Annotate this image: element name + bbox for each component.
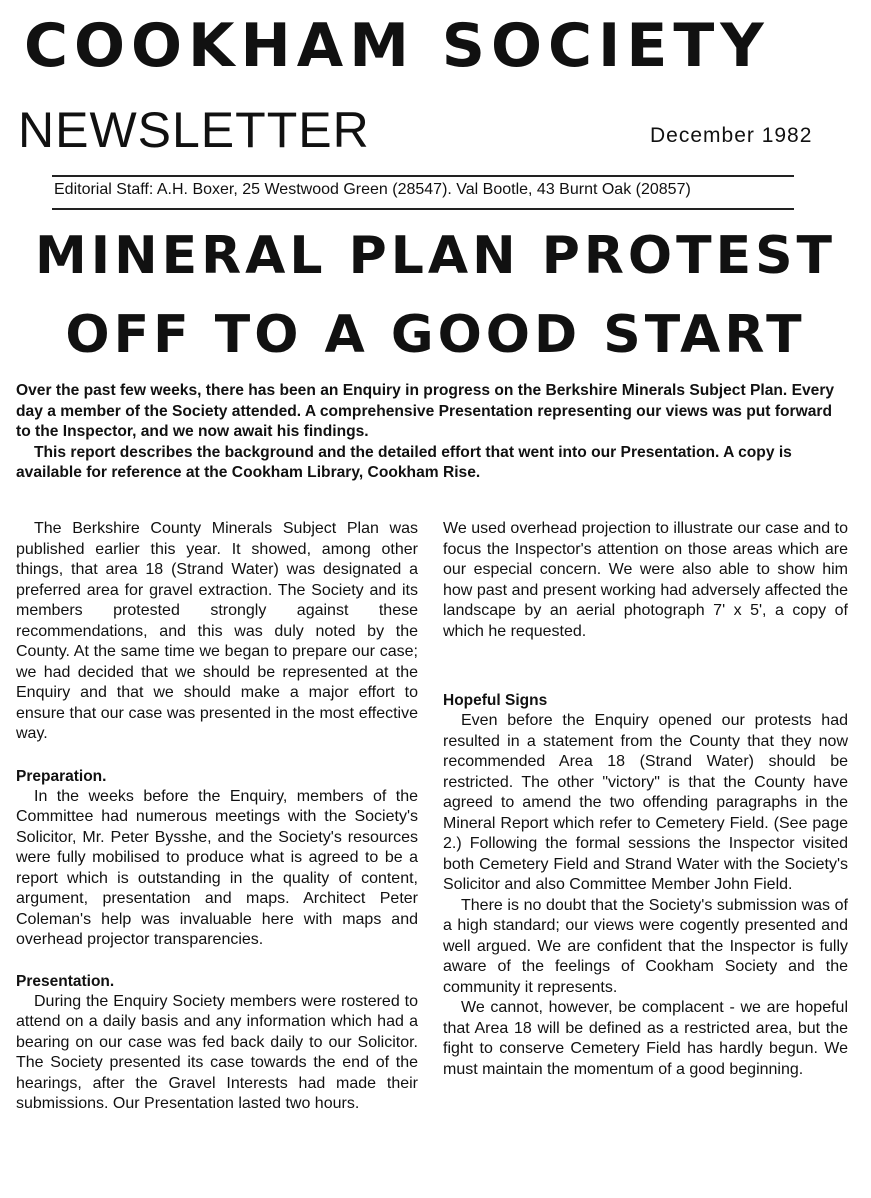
newsletter-subtitle: NEWSLETTER	[18, 102, 370, 158]
section-heading-presentation: Presentation.	[16, 972, 115, 990]
headline-line-2: OFF TO A GOOD START	[65, 305, 806, 365]
staff-rule-bottom	[52, 208, 794, 210]
intro-paragraph-1: Over the past few weeks, there has been an Enquiry in progress on the Berkshire Minerals Subject Plan. Every day a member of the Society attended. A comprehensive Presentation representing our views was put forward to the Inspector, and we now await his findings.	[16, 382, 835, 440]
article-paragraph: There is no doubt that the Society's submission was of a high standard; our views were cogently presented and well argued. We are confident that the Inspector is fully aware of the feelings of Cookham Society and the community it represents.	[443, 896, 848, 996]
article-right-column	[443, 519, 848, 1080]
article-paragraph: We used overhead projection to illustrate our case and to focus the Inspector's attention on those areas which are our especial concern. We were also able to show him how past and present working had adversely affected the landscape by an aerial photograph 7' x 5', a copy of which he requested.	[443, 520, 848, 640]
editorial-staff-line: Editorial Staff: A.H. Boxer, 25 Westwood Green (28547). Val Bootle, 43 Burnt Oak (20857)	[54, 181, 691, 198]
newsletter-masthead-title: COOKHAM SOCIETY	[24, 11, 770, 81]
article-paragraph: We cannot, however, be complacent - we are hopeful that Area 18 will be defined as a restricted area, but the fight to conserve Cemetery Field has hardly begun. We must maintain the momentum of a good beginning.	[443, 999, 848, 1078]
section-heading-preparation: Preparation.	[16, 767, 107, 785]
article-paragraph: In the weeks before the Enquiry, members of the Committee had numerous meetings with the Society's Solicitor, Mr. Peter Bysshe, and the Society's resources were fully mobilised to produce what is agreed to be a report which is outstanding in the quality of content, argument, presentation and maps. Architect Peter Coleman's help was invaluable here with maps and overhead projector transparencies.	[16, 787, 418, 948]
article-paragraph: Even before the Enquiry opened our protests had resulted in a statement from the County that they now recommended Area 18 (Strand Water) should be restricted. The other "victory" is that the County have agreed to amend the two offending paragraphs in the Mineral Report which refer to Cemetery Field. (See page 2.) Following the formal sessions the Inspector visited both Cemetery Field and Strand Water with the Society's Solicitor and also Committee Member John Field.	[443, 712, 848, 893]
issue-date: December 1982	[650, 124, 813, 147]
section-heading-hopeful-signs: Hopeful Signs	[443, 692, 548, 709]
headline-line-1: MINERAL PLAN PROTEST	[34, 226, 837, 286]
article-paragraph: During the Enquiry Society members were rostered to attend on a daily basis and any information which had a bearing on our case was fed back daily to our Solicitor. The Society presented its case towards the end of the hearings, after the Gravel Interests had made their submissions. Our Presentation lasted two hours.	[16, 992, 418, 1112]
article-left-column	[16, 519, 418, 1115]
staff-rule-top	[52, 175, 794, 177]
article-paragraph: The Berkshire County Minerals Subject Plan was published earlier this year. It showed, among other things, that area 18 (Strand Water) was designated a preferred area for gravel extraction. The Society and its members protested strongly against these recommendations, and this was duly noted by the County. At the same time we began to prepare our case; we had decided that we should be represented at the Enquiry and that we should make a major effort to ensure that our case was presented in the most effective way.	[16, 520, 418, 742]
intro-paragraph-2: This report describes the background and the detailed effort that went into our Presentation. A copy is available for reference at the Cookham Library, Cookham Rise.	[16, 443, 792, 481]
intro-block	[16, 381, 848, 484]
